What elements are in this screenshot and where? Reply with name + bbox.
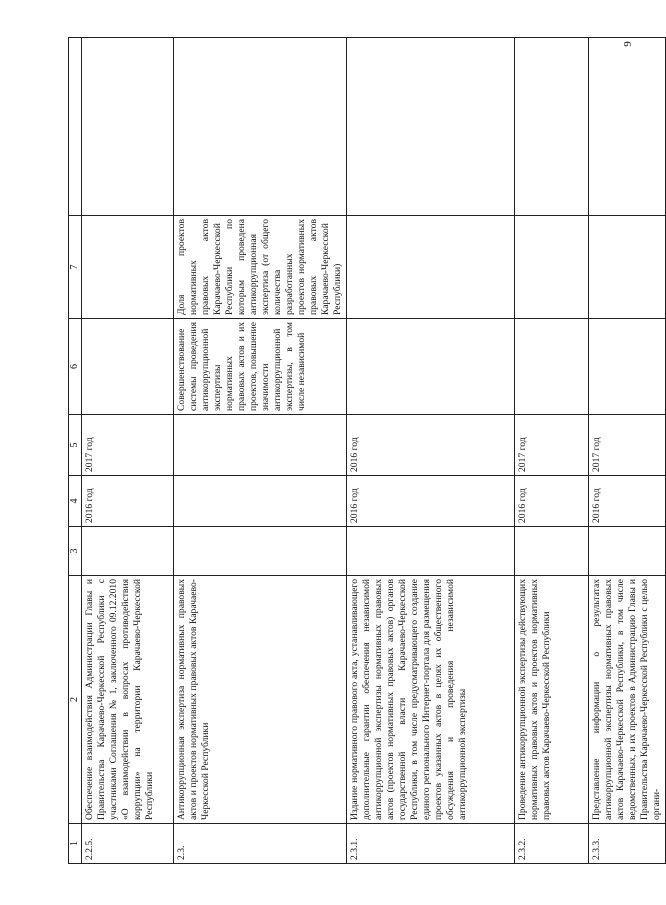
table-row (515, 38, 589, 864)
table-row (347, 38, 515, 864)
table-header-row (69, 38, 82, 864)
start-year: 2016 год (589, 476, 666, 527)
indicator (82, 216, 174, 319)
end-year: 2016 год (347, 415, 515, 476)
indicator (515, 216, 589, 319)
measures-table (68, 37, 666, 864)
expected-result (515, 319, 589, 415)
cell-col3 (82, 527, 174, 576)
column-header: 7 (69, 216, 82, 319)
item-description: Издание нормативного правового акта, устанавливающего дополнительные гарантии обеспечения независимой антикоррупционной экспертизы нормативных правовых актов (проектов нормативных правовых актов) органов государственной власти Карачаево-Черкесской Республики, в том числе предусматривающего создание единого регионального Интернет-портала для размещения проектов указанных актов в целях их общественного обсуждения и проведения независимой антикоррупционной экспертизы (347, 576, 515, 824)
start-year: 2016 год (82, 476, 174, 527)
item-number: 2.3. (174, 824, 347, 864)
column-header: 6 (69, 319, 82, 415)
expected-result (347, 319, 515, 415)
page-number: 9 (621, 41, 634, 47)
start-year (174, 476, 347, 527)
cell-col8 (515, 38, 589, 216)
cell-col3 (347, 527, 515, 576)
column-header: 5 (69, 415, 82, 476)
start-year: 2016 год (347, 476, 515, 527)
item-number: 2.3.1. (347, 824, 515, 864)
item-description: Проведение антикоррупционной экспертизы действующих нормативных правовых актов и проектов нормативных правовых актов Карачаево-Черкесской Республики (515, 576, 589, 824)
expected-result (82, 319, 174, 415)
indicator (347, 216, 515, 319)
column-header: 2 (69, 576, 82, 824)
item-description: Антикоррупционная экспертиза нормативных правовых актов и проектов нормативных правовых актов Карачаево-Черкесской Республики (174, 576, 347, 824)
table-row (589, 38, 666, 864)
end-year: 2017 год (515, 415, 589, 476)
expected-result: Совершенствование системы проведения антикоррупционной экспертизы нормативных правовых актов и их проектов, повышение значимости антикоррупционной экспертизы, в том числе независимой (174, 319, 347, 415)
cell-col8 (174, 38, 347, 216)
column-header: 1 (69, 824, 82, 864)
start-year: 2016 год (515, 476, 589, 527)
cell-col3 (589, 527, 666, 576)
cell-col8 (589, 38, 666, 216)
column-header: 4 (69, 476, 82, 527)
item-number: 2.2.5. (82, 824, 174, 864)
indicator: Доля проектов нормативных правовых актов Карачаево-Черкесской Республики по которым проведена антикоррупционная экспертиза (от общего количества разработанных проектов нормативных правовых актов Карачаево-Черкесской Республики) (174, 216, 347, 319)
table-row (174, 38, 347, 864)
item-number: 2.3.2. (515, 824, 589, 864)
end-year: 2017 год (589, 415, 666, 476)
cell-col8 (82, 38, 174, 216)
item-description: Представление информации о результатах антикоррупционной экспертизы нормативных правовых актов Карачаево-Черкесской Республики, в том числе ведомственных, и их проектов в Администрацию Главы и Правительства Карачаево-Черкесской Республики с целью органи- (589, 576, 666, 824)
expected-result (589, 319, 666, 415)
column-header: 3 (69, 527, 82, 576)
table-row (82, 38, 174, 864)
cell-col3 (515, 527, 589, 576)
item-number: 2.3.3. (589, 824, 666, 864)
item-description: Обеспечение взаимодействия Администрации Главы и Правительства Карачаево-Черкесской Республики с участниками Соглашения № 1, заключенного 09.12.2010 «О взаимодействии в вопросах противодействия коррупции» на территории Карачаево-Черкесской Республики (82, 576, 174, 824)
cell-col3 (174, 527, 347, 576)
indicator (589, 216, 666, 319)
end-year (174, 415, 347, 476)
cell-col8 (347, 38, 515, 216)
rotated-table-container (68, 38, 662, 864)
end-year: 2017 год (82, 415, 174, 476)
column-header (69, 38, 82, 216)
